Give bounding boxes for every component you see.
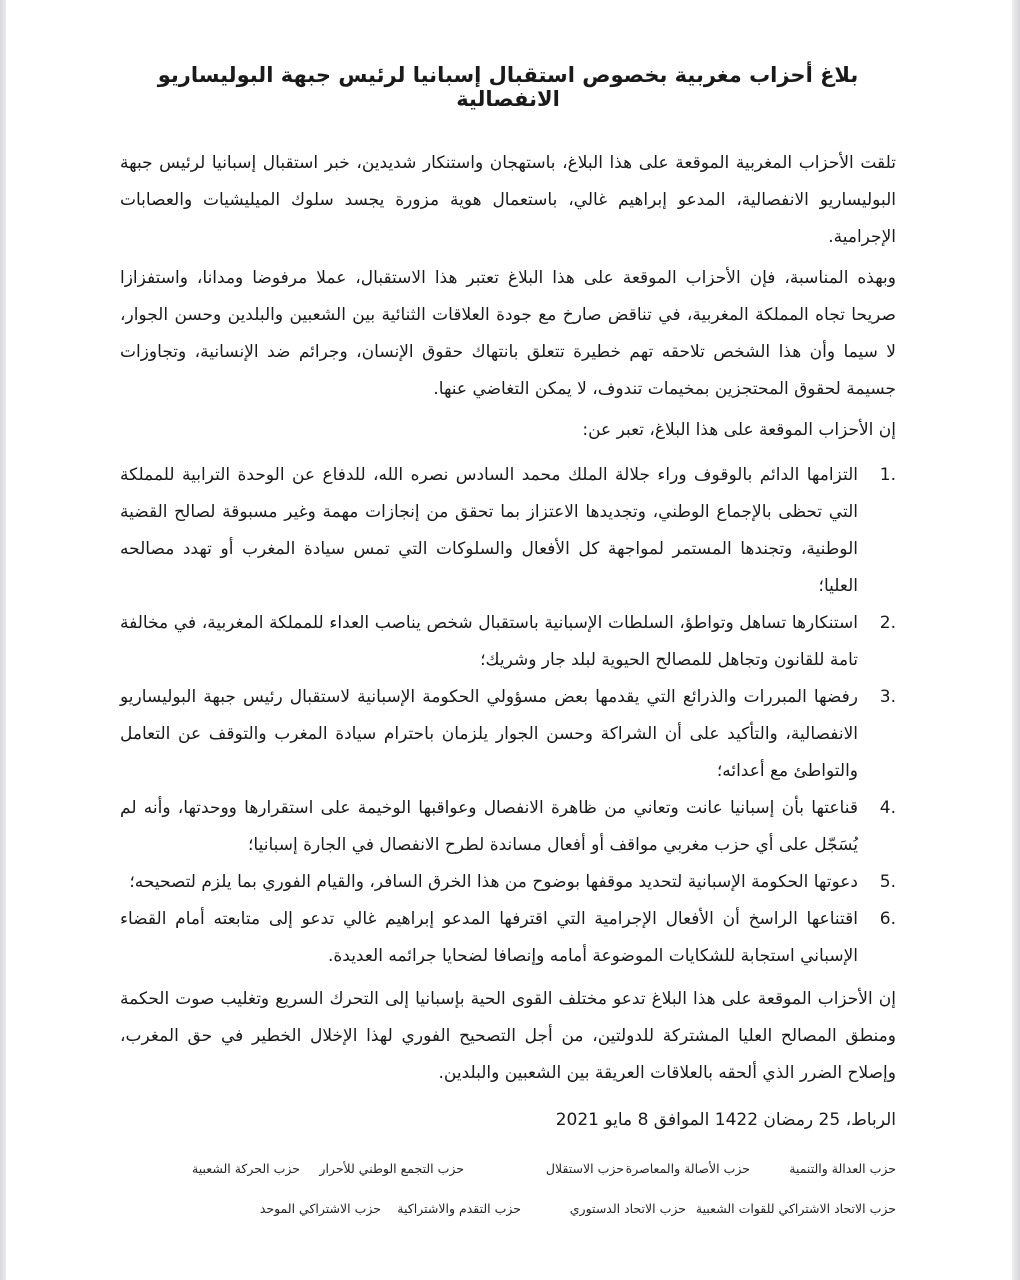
list-item: [120, 864, 896, 901]
list-item: [120, 679, 896, 790]
statements-list: [120, 457, 896, 975]
signatory: حزب الاتحاد الدستوري: [569, 1201, 686, 1216]
list-item: [120, 457, 896, 605]
list-item-number: 5.: [879, 872, 896, 892]
signatory: حزب التجمع الوطني للأحرار: [319, 1161, 464, 1176]
document-title: بلاغ أحزاب مغربية بخصوص استقبال إسبانيا لرئيس جبهة البوليساريو الانفصالية: [157, 63, 859, 111]
date-line: الرباط، 25 رمضان 1422 الموافق 8 مايو 2021: [555, 1110, 896, 1130]
list-item-text: استنكارها تساهل وتواطؤ، السلطات الإسبانية باستقبال شخص يناصب العداء للمملكة المغربية، في مخالفة تامة للقانون وتجاهل للمصالح الحيوية لبلد جار وشريك؛: [120, 613, 858, 670]
signatory: حزب الأصالة والمعاصرة: [625, 1161, 750, 1176]
list-item: [120, 790, 896, 864]
list-item-number: 4.: [879, 798, 896, 818]
list-item-text: رفضها المبررات والذرائع التي يقدمها بعض مسؤولي الحكومة الإسبانية لاستقبال رئيس جبهة البوليساريو الانفصالية، والتأكيد على أن الشراكة وحسن الجوار يلزمان باحترام سيادة المغرب والتوقف عن التعامل والتواطئ مع أعدائه؛: [120, 687, 858, 781]
signatories-row-2: [120, 1201, 896, 1216]
list-item-text: التزامها الدائم بالوقوف وراء جلالة الملك محمد السادس نصره الله، للدفاع عن الوحدة الترابية للمملكة التي تحظى بالإجماع الوطني، وتجديدها الاعتزاز بما تحقق من إنجازات مهمة وغير مسبوقة لصالح القضية الوطنية، وتجندها المستمر لمواجهة كل الأفعال والسلوكات التي تمس سيادة المغرب أو تهدد مصالحه العليا؛: [120, 465, 858, 596]
signatory: حزب الاشتراكي الموحد: [259, 1201, 381, 1216]
list-item-text: قناعتها بأن إسبانيا عانت وتعاني من ظاهرة الانفصال وعواقبها الوخيمة على استقرارها ووحدتها، وأنه لم يُسَجّل على أي حزب مغربي مواقف أو أفعال مساندة لطرح الانفصال في الجارة إسبانيا؛: [120, 798, 858, 855]
signatory: حزب الحركة الشعبية: [192, 1161, 300, 1176]
paragraph-opening: تلقت الأحزاب المغربية الموقعة على هذا البلاغ، باستهجان واستنكار شديدين، خبر استقبال إسبانيا لرئيس جبهة البوليساريو الانفصالية، المدعو إبراهيم غالي، باستعمال هوية مزورة يجسد سلوك الميليشيات والعصابات الإجرامية.: [120, 153, 896, 247]
list-item-number: 2.: [879, 613, 896, 633]
list-item: [120, 605, 896, 679]
paragraph-position: وبهذه المناسبة، فإن الأحزاب الموقعة على هذا البلاغ تعتبر هذا الاستقبال، عملا مرفوضا ومدانا، واستفزازا صريحا تجاه المملكة المغربية، في تناقض صارخ مع جودة العلاقات الثنائية بين الشعبين والبلدين وحسن الجوار، لا سيما وأن هذا الشخص تلاحقه تهم خطيرة تتعلق بانتهاك حقوق الإنسان، وجرائم ضد الإنسانية، وتجاوزات جسيمة لحقوق المحتجزين بمخيمات تندوف، لا يمكن التغاضي عنها.: [120, 268, 896, 399]
signatories-row-1: [120, 1161, 896, 1176]
document-page: [120, 55, 896, 1241]
list-item-text: اقتناعها الراسخ أن الأفعال الإجرامية التي اقترفها المدعو إبراهيم غالي تدعو إلى متابعته أمام القضاء الإسباني استجابة للشكايات الموضوعة أمامه وإنصافا لضحايا جرائمه العديدة.: [120, 909, 858, 966]
signatory: حزب العدالة والتنمية: [789, 1161, 896, 1176]
page-edge-right: [1012, 0, 1020, 1280]
list-item-number: 1.: [879, 465, 896, 485]
signatory: حزب الاتحاد الاشتراكي للقوات الشعبية: [695, 1201, 896, 1216]
signatory: حزب التقدم والاشتراكية: [397, 1201, 521, 1216]
paragraph-closing: إن الأحزاب الموقعة على هذا البلاغ تدعو مختلف القوى الحية بإسبانيا إلى التحرك السريع وتغليب صوت الحكمة ومنطق المصالح العليا المشتركة للدولتين، من أجل التصحيح الفوري لهذا الإخلال الخطير في حق المغرب، وإصلاح الضرر الذي ألحقه بالعلاقات العريقة بين الشعبين والبلدين.: [120, 989, 896, 1083]
list-item-text: دعوتها الحكومة الإسبانية لتحديد موقفها بوضوح من هذا الخرق السافر، والقيام الفوري بما يلزم لتصحيحه؛: [129, 872, 858, 892]
page-edge-left: [0, 0, 6, 1280]
list-item-number: 6.: [879, 909, 896, 929]
list-item: [120, 901, 896, 975]
signatory: حزب الاستقلال: [545, 1161, 624, 1176]
list-item-number: 3.: [879, 687, 896, 707]
list-intro: إن الأحزاب الموقعة على هذا البلاغ، تعبر عن:: [582, 420, 896, 440]
